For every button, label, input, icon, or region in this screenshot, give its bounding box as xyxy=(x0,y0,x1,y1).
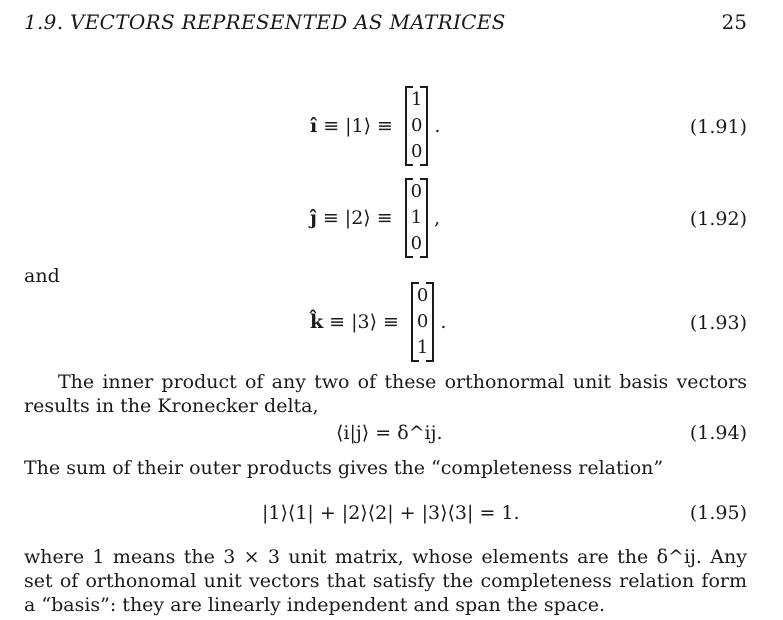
column-matrix xyxy=(405,178,428,258)
equation-number: (1.93) xyxy=(689,312,747,334)
equation-1-93 xyxy=(0,284,783,360)
equation-expression xyxy=(336,422,443,444)
matrix-entry: 1 xyxy=(410,89,423,110)
punctuation: , xyxy=(434,207,441,229)
equation-1-91 xyxy=(0,88,783,164)
equiv-symbol: ≡ xyxy=(329,311,346,333)
equation-1-92 xyxy=(0,180,783,256)
matrix-entry: 0 xyxy=(410,181,423,202)
equation-number: (1.94) xyxy=(689,422,747,444)
matrix-entry: 0 xyxy=(410,233,423,254)
equation-expression xyxy=(262,502,520,524)
ket-1: |1⟩ xyxy=(345,115,372,137)
equation-1-95 xyxy=(0,502,783,528)
equiv-symbol: ≡ xyxy=(322,207,339,229)
i-hat: î xyxy=(310,115,318,137)
conjunction-and: and xyxy=(24,265,60,287)
matrix-entry: 0 xyxy=(410,141,423,162)
paragraph-basis: where 1 means the 3 × 3 unit matrix, whose elements are the δ^ij. Any set of orthonomal unit vectors that satisfy the completeness relation form a “basis”: they are linearly independent and span the space. xyxy=(24,546,747,616)
equiv-symbol: ≡ xyxy=(377,115,393,137)
equiv-symbol: ≡ xyxy=(323,115,340,137)
page-header xyxy=(24,10,747,36)
equation-1-94 xyxy=(0,422,783,448)
matrix-entry: 1 xyxy=(416,337,429,358)
equiv-symbol: ≡ xyxy=(383,311,399,333)
page-number: 25 xyxy=(721,10,747,34)
k-hat: k̂ xyxy=(310,311,324,333)
ket-2: |2⟩ xyxy=(344,207,371,229)
column-matrix xyxy=(411,282,434,362)
running-head: 1.9. VECTORS REPRESENTED AS MATRICES xyxy=(24,10,506,34)
j-hat: ĵ xyxy=(310,207,317,229)
ket-3: |3⟩ xyxy=(351,311,377,333)
matrix-entry: 0 xyxy=(416,285,429,306)
equiv-symbol: ≡ xyxy=(376,207,393,229)
paragraph-completeness: The sum of their outer products gives the “completeness relation” xyxy=(24,457,664,479)
equation-number: (1.91) xyxy=(689,116,747,138)
matrix-entry: 0 xyxy=(416,311,429,332)
equation-number: (1.92) xyxy=(689,208,747,230)
matrix-entry: 1 xyxy=(410,207,423,228)
matrix-entry: 0 xyxy=(410,115,423,136)
punctuation: . xyxy=(440,311,447,333)
paragraph-inner-product: The inner product of any two of these orthonormal unit basis vectors results in the Kronecker delta, xyxy=(24,371,747,417)
column-matrix xyxy=(405,86,428,166)
punctuation: . xyxy=(434,115,441,137)
completeness-expression: |1⟩⟨1| + |2⟩⟨2| + |3⟩⟨3| = 1. xyxy=(262,502,520,524)
equation-number: (1.95) xyxy=(689,502,747,524)
inner-product-expression: ⟨i|j⟩ = δ^ij. xyxy=(336,422,443,444)
